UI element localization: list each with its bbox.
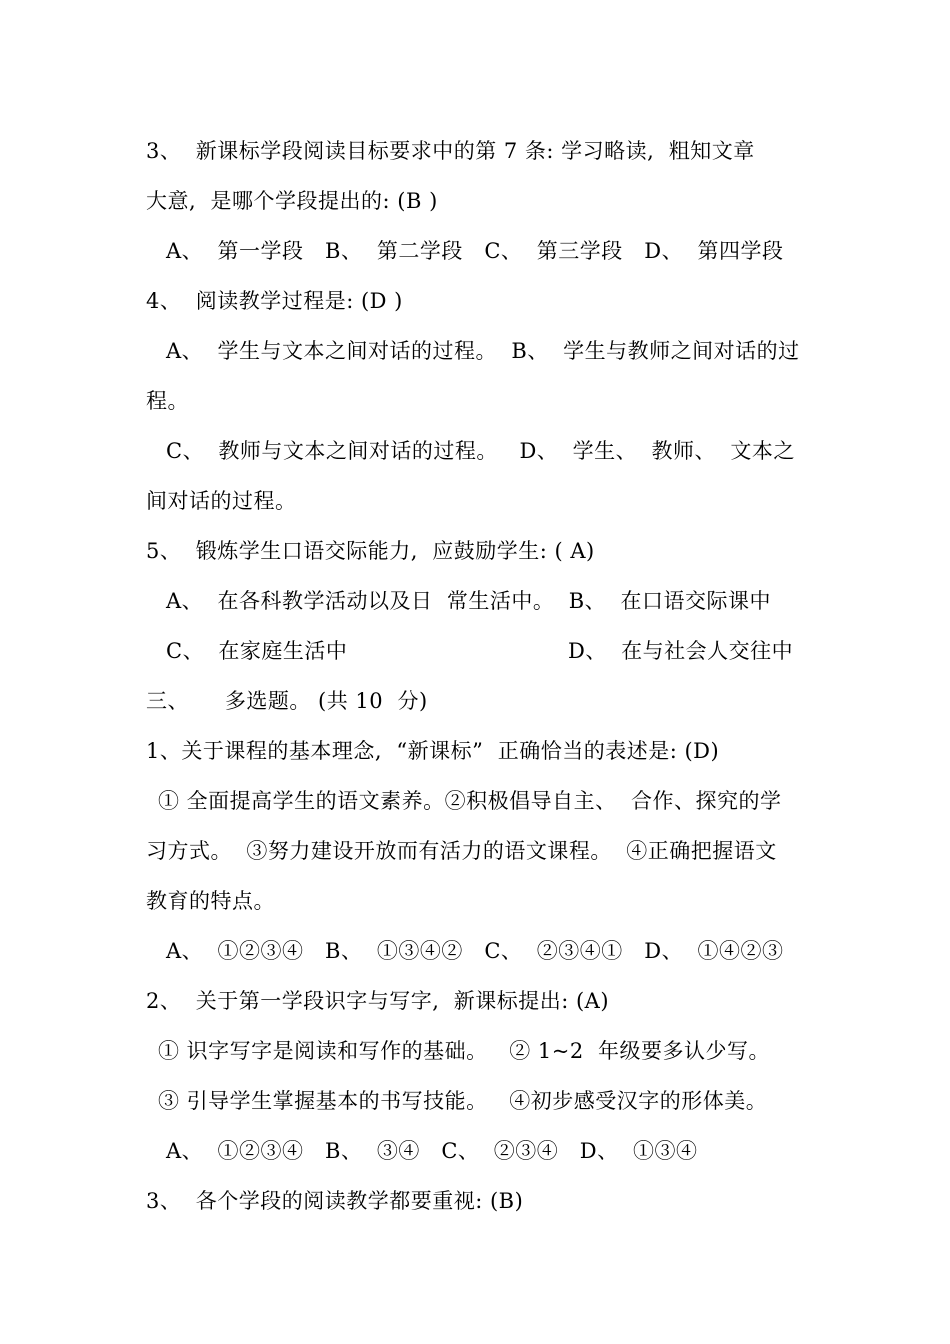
- multi-question-1-stem: 1、关于课程的基本理念, “新课标” 正确恰当的表述是: (D): [146, 739, 720, 763]
- question-4-options-cd-cont: 间对话的过程。: [146, 489, 297, 513]
- question-3-options: A、 第一学段 B、 第二学段 C、 第三学段 D、 第四学段: [166, 239, 784, 263]
- multi-question-2-statements-2: ③ 引导学生掌握基本的书写技能。 ④初步感受汉字的形体美。: [158, 1089, 768, 1113]
- question-3-stem: 3、 新课标学段阅读目标要求中的第 7 条: 学习略读, 粗知文章: [146, 139, 755, 163]
- multi-question-2-stem: 2、 关于第一学段识字与写字, 新课标提出: (A): [146, 989, 610, 1013]
- question-5-option-c: C、 在家庭生活中: [166, 639, 348, 663]
- question-3-stem-cont: 大意, 是哪个学段提出的: (B ): [146, 189, 438, 213]
- question-4-options-ab-cont: 程。: [146, 389, 189, 413]
- multi-question-1-statements-end: 教育的特点。: [146, 889, 275, 913]
- multi-question-2-options: A、 ①②③④ B、 ③④ C、 ②③④ D、 ①③④: [166, 1139, 698, 1163]
- question-4-stem: 4、 阅读教学过程是: (D ): [146, 289, 403, 313]
- question-5-options-ab: A、 在各科教学活动以及日 常生活中。 B、 在口语交际课中: [166, 589, 771, 613]
- multi-question-3-stem: 3、 各个学段的阅读教学都要重视: (B): [146, 1189, 524, 1213]
- question-5-options-cd: [166, 636, 806, 666]
- question-5-stem: 5、 锻炼学生口语交际能力, 应鼓励学生: ( A): [146, 539, 595, 563]
- section-heading-multiple-choice: 三、 多选题。 (共 10 分): [146, 689, 428, 713]
- multi-question-2-statements-1: ① 识字写字是阅读和写作的基础。 ② 1~2 年级要多认少写。: [158, 1039, 771, 1063]
- question-4-options-ab: A、 学生与文本之间对话的过程。 B、 学生与教师之间对话的过: [166, 339, 800, 363]
- question-5-option-d: D、 在与社会人交往中: [568, 639, 794, 663]
- multi-question-1-statements-cont: 习方式。 ③努力建设开放而有活力的语文课程。 ④正确把握语文: [146, 839, 777, 863]
- multi-question-1-options: A、 ①②③④ B、 ①③④② C、 ②③④① D、 ①④②③: [166, 939, 784, 963]
- question-4-options-cd: C、 教师与文本之间对话的过程。 D、 学生、 教师、 文本之: [166, 439, 795, 463]
- multi-question-1-statements: ① 全面提高学生的语文素养。②积极倡导自主、 合作、探究的学: [158, 789, 782, 813]
